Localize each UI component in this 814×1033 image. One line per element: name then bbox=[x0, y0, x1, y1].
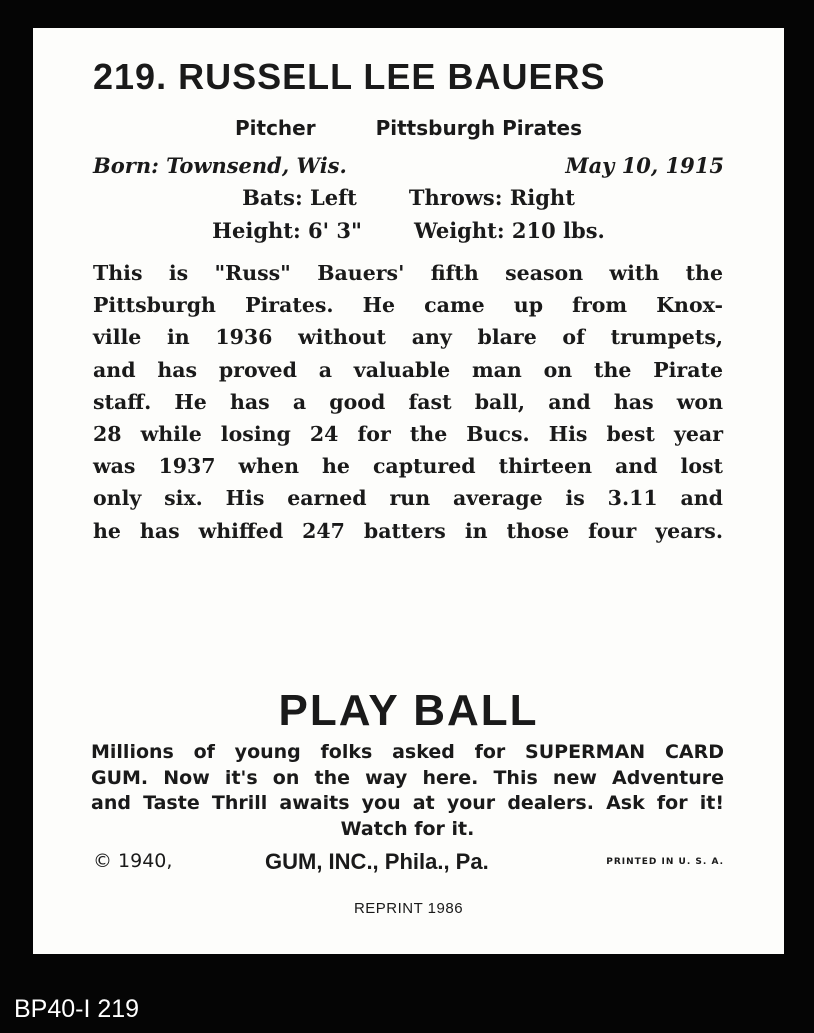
play-ball-heading: PLAY BALL bbox=[278, 686, 539, 735]
height-value: Height: 6' 3" bbox=[212, 218, 362, 243]
bio-line: he has whiffed 247 batters in those four years. bbox=[93, 518, 723, 543]
birth-place: Born: Townsend, Wis. bbox=[93, 153, 347, 178]
ad-line: Millions of young folks asked for SUPERMAN CARD bbox=[91, 741, 724, 763]
advertisement-paragraph bbox=[91, 740, 724, 842]
copyright-notice: © 1940, bbox=[93, 850, 173, 872]
bats-throws-line bbox=[33, 185, 784, 210]
bio-line: and has proved a valuable man on the Pirate bbox=[93, 357, 723, 382]
bio-line: This is "Russ" Bauers' fifth season with the bbox=[93, 261, 723, 285]
throws-value: Throws: Right bbox=[408, 185, 575, 210]
bats-value: Bats: Left bbox=[242, 185, 357, 210]
bio-line: only six. His earned run average is 3.11 and bbox=[93, 486, 723, 511]
ad-line: and Taste Thrill awaits you at your dealers. Ask for it! bbox=[91, 792, 724, 814]
position-team-line bbox=[33, 116, 784, 140]
card-title: 219. RUSSELL LEE BAUERS bbox=[93, 56, 606, 97]
biography-paragraph bbox=[93, 257, 723, 547]
publisher-name: GUM, INC., Phila., Pa. bbox=[265, 849, 489, 874]
bio-line: was 1937 when he captured thirteen and lost bbox=[93, 454, 723, 479]
card-footer bbox=[93, 850, 724, 880]
bio-line: 28 while losing 24 for the Bucs. His best year bbox=[93, 422, 723, 447]
player-team: Pittsburgh Pirates bbox=[375, 116, 582, 140]
bio-line: ville in 1936 without any blare of trumpets, bbox=[93, 325, 723, 350]
weight-value: Weight: 210 lbs. bbox=[413, 218, 605, 243]
card-back bbox=[33, 28, 784, 954]
ad-line: Watch for it. bbox=[340, 817, 475, 840]
birth-date: May 10, 1915 bbox=[565, 153, 724, 178]
reprint-notice: REPRINT 1986 bbox=[353, 900, 464, 917]
birth-line bbox=[93, 153, 724, 178]
catalog-id-label: BP40-I 219 bbox=[14, 995, 140, 1023]
player-position: Pitcher bbox=[235, 116, 316, 140]
height-weight-line bbox=[33, 218, 784, 243]
bio-line: staff. He has a good fast ball, and has won bbox=[93, 389, 723, 414]
printed-in-notice: PRINTED IN U. S. A. bbox=[606, 857, 724, 867]
ad-line: GUM. Now it's on the way here. This new Adventure bbox=[91, 766, 724, 789]
bio-line: Pittsburgh Pirates. He came up from Knox- bbox=[93, 293, 723, 318]
